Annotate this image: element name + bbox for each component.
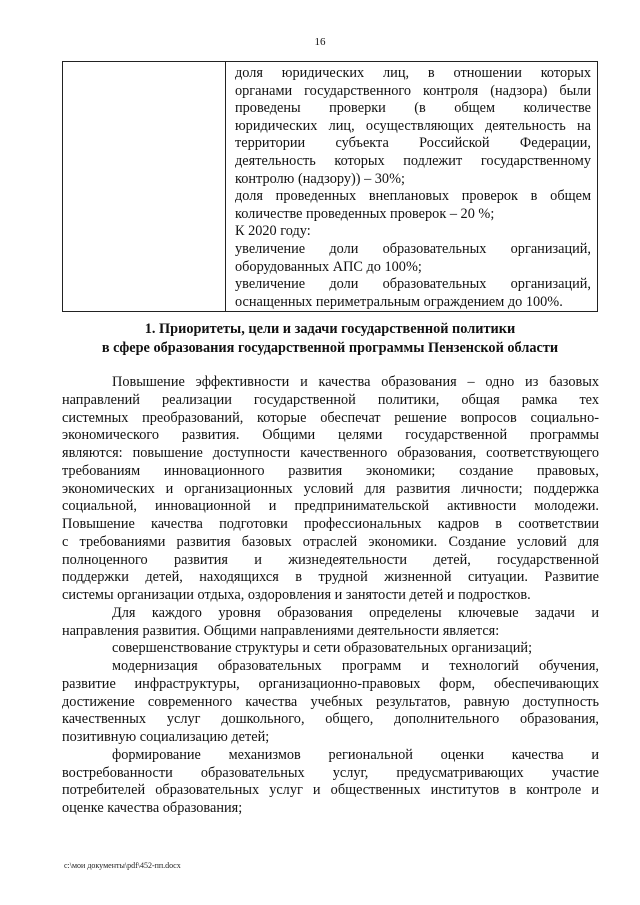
paragraph-line: Повышение качества подготовки профессиональных кадров в соответствии [62, 516, 599, 532]
paragraph-line: направления развития. Общими направлениями деятельности является: [62, 622, 500, 639]
paragraph-line: качественных услуг дошкольного, общего, дополнительного образования, [62, 711, 599, 728]
paragraph-line: Для каждого уровня образования определены ключевые задачи и [112, 604, 599, 621]
table-cell-left [63, 62, 226, 312]
table-cell-line: К 2020 году: [235, 223, 311, 240]
table-cell-line: юридических лиц, осуществляющих деятельность на [235, 117, 591, 134]
paragraph-line: экономических и организационных условий для развития личности; поддержка [62, 480, 599, 497]
paragraph-line: социальной, инновационной и предпринимательской активности молодежи. [62, 498, 599, 515]
table-cell-line: проведены проверки (в общем количестве [235, 100, 591, 117]
footer-file-path: c:\мои документы\pdf\452-пп.docx [64, 861, 181, 870]
table-cell-line: территории субъекта Российской Федерации, [235, 135, 591, 152]
table-cell-line: увеличение доли образовательных организаций, [235, 276, 591, 293]
paragraph-line: Повышение эффективности и качества образования – одно из базовых [112, 374, 599, 390]
table-cell-line: доля проведенных внеплановых проверок в общем [235, 188, 591, 205]
paragraph-line: достижение современного качества учебных результатов, равную доступность [62, 693, 599, 710]
table-row [63, 62, 598, 312]
paragraph-line: направлений реализации государственной политики, общая рамка тех [62, 391, 599, 408]
paragraph-line: развитие инфраструктуры, организационно-правовых форм, обеспечивающих [62, 675, 599, 692]
paragraph-line: экономического развития. Общими целями государственной программы [62, 427, 599, 444]
table-cell-line: деятельность которых подлежит государственному [235, 152, 591, 169]
table-cell-line: контролю (надзору)) – 30%; [235, 170, 405, 187]
paragraph-line: с требованиями развития базовых отраслей экономики. Создание условий для [62, 533, 599, 550]
paragraph-line: полноценного развития и жизнедеятельности детей, государственной [62, 551, 599, 568]
paragraph-line: модернизация образовательных программ и технологий обучения, [112, 658, 599, 674]
section-body [62, 374, 599, 818]
paragraph-line: системы организации отдыха, оздоровления и занятости детей и подростков. [62, 587, 531, 603]
paragraph-line: оценке качества образования; [62, 800, 243, 816]
paragraph-line: требованиям инновационного развития экономики; создание правовых, [62, 462, 599, 479]
paragraph-line: формирование механизмов региональной оценки качества и [112, 746, 599, 763]
table-cell-line: увеличение доли образовательных организаций, [235, 240, 591, 257]
paragraph-line: являются: повышение доступности качественного образования, соответствующего [62, 445, 599, 461]
table-cell-line: количестве проведенных проверок – 20 %; [235, 205, 495, 222]
paragraph-line: системных преобразований, которые обеспечат решение вопросов социально- [62, 409, 599, 426]
paragraph-line: поддержки детей, находящихся в трудной жизненной ситуации. Развитие [62, 569, 599, 586]
table-cell-line: оборудованных АПС до 100%; [235, 258, 422, 275]
paragraph-line: совершенствование структуры и сети образовательных организаций; [112, 640, 533, 657]
section-heading [60, 320, 600, 357]
paragraph-line: востребованности образовательных услуг, предусматривающих участие [62, 764, 599, 781]
table-cell-right [226, 62, 598, 312]
page-number: 16 [314, 36, 326, 48]
criteria-table [62, 61, 598, 312]
table-cell-text [226, 62, 597, 311]
table-cell-line: доля юридических лиц, в отношении которых [235, 65, 591, 81]
section-heading-line: 1. Приоритеты, цели и задачи государственной политики [144, 321, 516, 337]
paragraph-line: потребителей образовательных услуг и общественных институтов в контроле и [62, 782, 599, 799]
table-cell-line: оснащенных периметральным ограждением до 100%. [235, 293, 563, 310]
paragraph-line: позитивную социализацию детей; [62, 729, 270, 745]
table-cell-line: органами государственного контроля (надзора) были [235, 82, 591, 99]
section-heading-line: в сфере образования государственной программы Пензенской области [101, 339, 559, 356]
